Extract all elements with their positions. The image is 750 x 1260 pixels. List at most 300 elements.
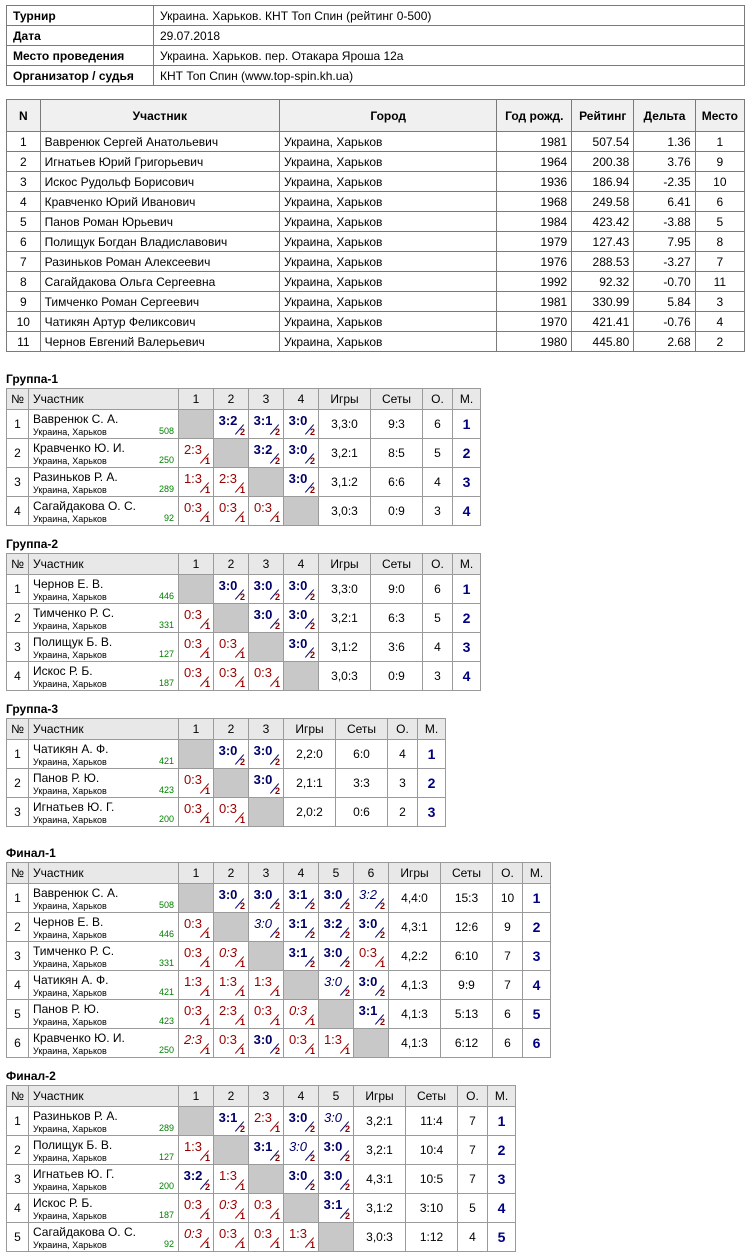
player-num: 5 [7,1223,29,1252]
player-city: Украина, Харьков [33,678,107,689]
match-points: 1 [239,514,245,524]
match-score-cell [249,1029,284,1058]
match-points: 2 [309,485,315,495]
player-name: Вавренюк С. А. [33,411,119,426]
match-score: 3:1 [288,887,308,902]
match-score: 0:3 [218,636,238,651]
match-score-cell [284,942,319,971]
participants-header: Дельта [634,100,695,132]
player-points: 10 [493,884,523,913]
match-points: 1 [204,621,210,631]
player-name: Игнатьев Ю. Г. [33,1166,115,1181]
player-num: 2 [7,604,29,633]
player-points: 5 [423,439,453,468]
player-num: 3 [7,633,29,662]
participant-cell: 3 [695,292,744,312]
player-name: Тимченко Р. С. [33,605,115,620]
match-score-cell [179,1165,214,1194]
participant-cell: Украина, Харьков [280,332,497,352]
participant-cell: -3.88 [634,212,695,232]
player-num: 3 [7,942,29,971]
match-points: 2 [344,1182,350,1192]
player-city: Украина, Харьков [33,814,107,825]
player-name: Полищук Б. В. [33,634,113,649]
col-opponent-num: 2 [214,719,249,740]
group-player-row [7,604,481,633]
player-cell [29,971,179,1000]
player-name: Искос Р. Б. [33,663,93,678]
participant-cell: 7 [7,252,41,272]
match-points: 1 [274,1124,280,1134]
match-points: 2 [274,456,280,466]
player-games: 3,2:1 [319,439,371,468]
player-sets: 9:3 [371,410,423,439]
player-games: 3,3:0 [319,410,371,439]
group-player-row [7,1136,516,1165]
match-score: 0:3 [358,945,378,960]
participant-cell: 1 [7,132,41,152]
group-player-row [7,468,481,497]
match-points: 2 [344,901,350,911]
group-player-row [7,798,446,827]
player-city: Украина, Харьков [33,785,107,796]
participant-cell: 4 [7,192,41,212]
player-place: 2 [523,913,551,942]
match-points: 2 [309,427,315,437]
participant-cell: 249.58 [572,192,634,212]
participant-cell: -0.70 [634,272,695,292]
match-score: 3:0 [253,772,273,787]
match-score: 3:2 [358,887,378,902]
player-name: Разиньков Р. А. [33,1108,118,1123]
self-match-cell [284,662,319,691]
match-points: 1 [204,1240,210,1250]
match-score: 3:0 [288,413,308,428]
match-score-cell [319,913,354,942]
match-score: 0:3 [218,801,238,816]
match-points: 2 [379,988,385,998]
info-key: Место проведения [7,46,154,66]
match-score-cell [249,971,284,1000]
self-match-cell [214,604,249,633]
match-points: 2 [309,1124,315,1134]
player-place: 3 [523,942,551,971]
col-opponent-num: 3 [249,389,284,410]
self-match-cell [214,913,249,942]
match-score-cell [249,497,284,526]
col-opponent-num: 3 [249,863,284,884]
match-points: 1 [239,1046,245,1056]
match-score: 0:3 [183,665,203,680]
match-score-cell [354,971,389,1000]
player-city: Украина, Харьков [33,958,107,969]
player-games: 3,1:2 [354,1194,406,1223]
player-num: 4 [7,662,29,691]
match-score: 0:3 [288,1032,308,1047]
player-place: 6 [523,1029,551,1058]
participant-cell: 1968 [497,192,572,212]
match-score-cell [249,410,284,439]
match-points: 1 [239,959,245,969]
col-games: Игры [354,1086,406,1107]
match-points: 1 [204,959,210,969]
group-player-row [7,633,481,662]
player-games: 3,0:3 [319,662,371,691]
match-score-cell [214,1000,249,1029]
player-points: 4 [423,468,453,497]
participants-table [6,99,745,352]
match-points: 1 [274,988,280,998]
match-score: 0:3 [253,1226,273,1241]
participant-cell: 1981 [497,292,572,312]
col-opponent-num: 6 [354,863,389,884]
player-place: 2 [418,769,446,798]
match-score-cell [214,942,249,971]
participant-cell: Разиньков Роман Алексеевич [40,252,279,272]
match-score-cell [249,1107,284,1136]
self-match-cell [354,1029,389,1058]
player-points: 7 [458,1165,488,1194]
self-match-cell [249,633,284,662]
player-city: Украина, Харьков [33,426,107,437]
player-cell [29,740,179,769]
participant-row [7,252,745,272]
match-score-cell [284,1029,319,1058]
match-score: 1:3 [288,1226,308,1241]
match-score-cell [179,769,214,798]
player-name: Сагайдакова О. С. [33,498,136,513]
participant-row [7,152,745,172]
match-score-cell [214,798,249,827]
match-score: 2:3 [183,1032,203,1047]
player-name: Полищук Б. В. [33,1137,113,1152]
col-opponent-num: 4 [284,1086,319,1107]
player-cell [29,798,179,827]
match-score: 0:3 [183,945,203,960]
participant-cell: 5.84 [634,292,695,312]
match-points: 2 [379,1017,385,1027]
player-sets: 0:9 [371,662,423,691]
col-points: О. [388,719,418,740]
col-place: М. [488,1086,516,1107]
player-rating: 250 [158,455,174,465]
match-points: 1 [274,1211,280,1221]
player-games: 2,2:0 [284,740,336,769]
match-score-cell [249,1000,284,1029]
col-opponent-num: 1 [179,554,214,575]
player-points: 6 [493,1000,523,1029]
match-score-cell [179,1194,214,1223]
match-score-cell [249,662,284,691]
player-sets: 0:6 [336,798,388,827]
participant-cell: 10 [7,312,41,332]
participant-cell: 1970 [497,312,572,332]
player-games: 4,4:0 [389,884,441,913]
group-player-row [7,740,446,769]
col-num: № [7,1086,29,1107]
self-match-cell [179,740,214,769]
match-score-cell [249,884,284,913]
player-num: 1 [7,575,29,604]
player-points: 3 [388,769,418,798]
info-row [7,66,745,86]
player-games: 4,3:1 [389,913,441,942]
match-points: 1 [274,1240,280,1250]
match-score: 1:3 [183,471,203,486]
self-match-cell [319,1223,354,1252]
info-value: КНТ Топ Спин (www.top-spin.kh.ua) [154,66,745,86]
self-match-cell [284,1194,319,1223]
info-key: Дата [7,26,154,46]
participant-cell: Панов Роман Юрьевич [40,212,279,232]
match-score: 3:2 [183,1168,203,1183]
player-cell [29,633,179,662]
match-score: 1:3 [323,1032,343,1047]
match-score-cell [214,1194,249,1223]
col-games: Игры [284,719,336,740]
participant-cell: -2.35 [634,172,695,192]
match-score-cell [249,575,284,604]
participant-cell: Украина, Харьков [280,272,497,292]
player-rating: 127 [158,1152,174,1162]
participant-cell: -0.76 [634,312,695,332]
participant-cell: 200.38 [572,152,634,172]
match-score-cell [354,884,389,913]
col-opponent-num: 2 [214,389,249,410]
player-points: 3 [423,497,453,526]
col-place: М. [453,554,481,575]
group-title: Финал-1 [6,846,56,860]
player-city: Украина, Харьков [33,455,107,466]
match-score-cell [214,1029,249,1058]
match-score-cell [214,1223,249,1252]
group-header-row [7,554,481,575]
player-num: 1 [7,1107,29,1136]
group-table [6,553,481,691]
match-score: 3:0 [288,1139,308,1154]
match-score-cell [179,604,214,633]
participants-header: N [7,100,41,132]
player-rating: 200 [158,1181,174,1191]
match-score-cell [319,1107,354,1136]
group-player-row [7,497,481,526]
player-place: 2 [488,1136,516,1165]
match-score: 0:3 [218,665,238,680]
player-games: 2,0:2 [284,798,336,827]
col-games: Игры [319,389,371,410]
match-score-cell [249,604,284,633]
match-points: 2 [379,901,385,911]
player-cell [29,468,179,497]
match-score-cell [249,439,284,468]
participant-cell: 186.94 [572,172,634,192]
match-score: 3:1 [253,413,273,428]
col-opponent-num: 2 [214,1086,249,1107]
player-place: 4 [523,971,551,1000]
participant-row [7,192,745,212]
player-name: Чернов Е. В. [33,576,104,591]
participant-cell: 1992 [497,272,572,292]
player-place: 4 [488,1194,516,1223]
match-score-cell [214,410,249,439]
player-sets: 6:3 [371,604,423,633]
player-cell [29,497,179,526]
player-games: 3,2:1 [354,1107,406,1136]
player-num: 1 [7,884,29,913]
group-player-row [7,1000,551,1029]
match-score: 0:3 [253,500,273,515]
participant-cell: 10 [695,172,744,192]
player-sets: 0:9 [371,497,423,526]
match-score: 3:1 [218,1110,238,1125]
participant-cell: Чернов Евгений Валерьевич [40,332,279,352]
participant-cell: 288.53 [572,252,634,272]
player-place: 2 [453,439,481,468]
col-sets: Сеты [441,863,493,884]
player-cell [29,662,179,691]
self-match-cell [179,1107,214,1136]
player-cell [29,1107,179,1136]
participant-cell: Искос Рудольф Борисович [40,172,279,192]
match-points: 1 [204,456,210,466]
col-points: О. [458,1086,488,1107]
match-points: 1 [204,988,210,998]
match-points: 1 [204,485,210,495]
match-score-cell [319,884,354,913]
group-player-row [7,575,481,604]
match-score: 0:3 [183,1226,203,1241]
player-num: 2 [7,769,29,798]
match-score: 1:3 [183,974,203,989]
group-title: Группа-1 [6,372,59,386]
player-points: 7 [458,1107,488,1136]
match-points: 2 [274,757,280,767]
match-score-cell [284,1165,319,1194]
player-place: 1 [523,884,551,913]
player-cell [29,884,179,913]
match-score: 1:3 [253,974,273,989]
match-score-cell [249,913,284,942]
player-city: Украина, Харьков [33,756,107,767]
match-score: 3:0 [288,471,308,486]
col-opponent-num: 1 [179,1086,214,1107]
match-score-cell [179,1029,214,1058]
match-points: 2 [344,988,350,998]
player-sets: 3:10 [406,1194,458,1223]
match-score: 0:3 [218,1032,238,1047]
match-score: 3:0 [323,945,343,960]
match-points: 1 [204,514,210,524]
col-num: № [7,863,29,884]
player-num: 4 [7,497,29,526]
participant-cell: Вавренюк Сергей Анатольевич [40,132,279,152]
match-points: 1 [239,650,245,660]
match-score: 0:3 [183,1003,203,1018]
player-points: 4 [388,740,418,769]
match-points: 1 [344,1046,350,1056]
match-points: 2 [239,427,245,437]
match-score: 0:3 [218,500,238,515]
match-score: 3:2 [218,413,238,428]
player-rating: 289 [158,484,174,494]
self-match-cell [179,410,214,439]
player-points: 5 [458,1194,488,1223]
player-sets: 1:12 [406,1223,458,1252]
group-header-row [7,863,551,884]
match-score: 0:3 [183,636,203,651]
col-opponent-num: 4 [284,863,319,884]
participant-cell: 1964 [497,152,572,172]
participant-cell: Украина, Харьков [280,132,497,152]
group-player-row [7,884,551,913]
player-rating: 508 [158,426,174,436]
participant-row [7,272,745,292]
group-player-row [7,1029,551,1058]
group-title: Группа-3 [6,702,59,716]
player-rating: 200 [158,814,174,824]
match-points: 1 [379,959,385,969]
participant-cell: Украина, Харьков [280,252,497,272]
match-score-cell [179,798,214,827]
participant-cell: 6 [695,192,744,212]
player-name: Тимченко Р. С. [33,943,115,958]
player-sets: 6:0 [336,740,388,769]
match-score-cell [179,1223,214,1252]
participant-cell: 1 [695,132,744,152]
participants-header: Место [695,100,744,132]
participant-cell: 4 [695,312,744,332]
player-sets: 10:4 [406,1136,458,1165]
participant-cell: 6.41 [634,192,695,212]
match-score: 3:0 [323,1139,343,1154]
player-games: 4,3:1 [354,1165,406,1194]
match-score: 3:0 [253,743,273,758]
participant-row [7,332,745,352]
match-score-cell [249,1223,284,1252]
player-city: Украина, Харьков [33,1045,107,1056]
info-value: Украина. Харьков. КНТ Топ Спин (рейтинг 0-500) [154,6,745,26]
group-header-row [7,1086,516,1107]
match-score: 3:0 [358,916,378,931]
match-score: 3:0 [323,887,343,902]
match-score: 0:3 [218,1197,238,1212]
player-name: Игнатьев Ю. Г. [33,799,115,814]
match-score: 3:0 [288,607,308,622]
match-score: 3:1 [323,1197,343,1212]
player-num: 4 [7,1194,29,1223]
match-points: 2 [309,650,315,660]
match-score-cell [179,662,214,691]
group-header-row [7,719,446,740]
participant-cell: 2 [7,152,41,172]
match-score: 0:3 [183,772,203,787]
player-name: Вавренюк С. А. [33,885,119,900]
player-sets: 11:4 [406,1107,458,1136]
participants-header: Город [280,100,497,132]
player-rating: 508 [158,900,174,910]
match-score: 0:3 [218,945,238,960]
col-opponent-num: 3 [249,719,284,740]
match-points: 1 [274,1017,280,1027]
participant-cell: 8 [7,272,41,292]
match-points: 2 [344,959,350,969]
match-score-cell [319,942,354,971]
participant-cell: 7.95 [634,232,695,252]
player-sets: 12:6 [441,913,493,942]
player-rating: 421 [158,756,174,766]
player-games: 3,0:3 [354,1223,406,1252]
match-points: 1 [204,1153,210,1163]
